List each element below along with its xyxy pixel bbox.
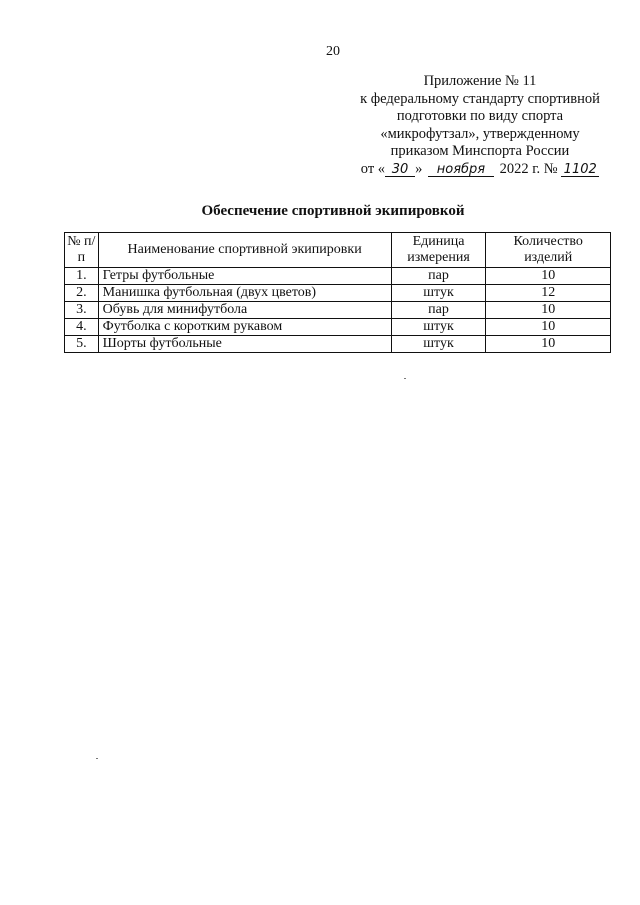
- appendix-line-3: подготовки по виду спорта: [396, 108, 564, 124]
- order-date-line: [330, 161, 630, 179]
- section-title: Обеспечение спортивной экипировкой: [201, 203, 465, 219]
- row-qty: 10: [486, 319, 611, 336]
- row-unit: пар: [391, 268, 486, 285]
- row-name: Обувь для минифутбола: [98, 302, 391, 319]
- header-num: № п/п: [65, 233, 99, 268]
- page-number: 20: [326, 44, 340, 59]
- table-row: [65, 302, 611, 319]
- appendix-title: Приложение № 11: [423, 73, 537, 89]
- handwritten-order-number: 1102: [561, 163, 599, 177]
- row-unit: штук: [391, 285, 486, 302]
- row-num: 4.: [65, 319, 99, 336]
- date-year-text: 2022 г. №: [499, 160, 558, 177]
- equipment-table: [64, 232, 611, 353]
- row-name: Манишка футбольная (двух цветов): [98, 285, 391, 302]
- header-unit: Единица измерения: [391, 233, 486, 268]
- row-unit: пар: [391, 302, 486, 319]
- date-prefix: от «: [360, 160, 386, 177]
- row-name: Шорты футбольные: [98, 336, 391, 353]
- row-num: 5.: [65, 336, 99, 353]
- row-num: 3.: [65, 302, 99, 319]
- appendix-line-5: приказом Минспорта России: [390, 143, 570, 159]
- row-num: 1.: [65, 268, 99, 285]
- date-day-close: »: [415, 160, 423, 177]
- row-unit: штук: [391, 336, 486, 353]
- row-qty: 10: [486, 336, 611, 353]
- table-row: [65, 319, 611, 336]
- header-name: Наименование спортивной экипировки: [98, 233, 391, 268]
- row-qty: 12: [486, 285, 611, 302]
- appendix-line-2: к федеральному стандарту спортивной: [360, 90, 600, 107]
- row-unit: штук: [391, 319, 486, 336]
- handwritten-month: ноября: [428, 163, 494, 177]
- row-name: Гетры футбольные: [98, 268, 391, 285]
- appendix-line-4: «микрофутзал», утвержденному: [380, 125, 580, 142]
- handwritten-day: 30: [385, 163, 415, 177]
- row-num: 2.: [65, 285, 99, 302]
- appendix-header: [330, 73, 630, 178]
- row-qty: 10: [486, 268, 611, 285]
- table-row: [65, 285, 611, 302]
- scan-speck: [96, 758, 98, 759]
- row-name: Футболка с коротким рукавом: [98, 319, 391, 336]
- table-row: [65, 268, 611, 285]
- table-row: [65, 336, 611, 353]
- table-header-row: [65, 233, 611, 268]
- scan-speck: [404, 378, 406, 379]
- header-qty: Количество изделий: [486, 233, 611, 268]
- row-qty: 10: [486, 302, 611, 319]
